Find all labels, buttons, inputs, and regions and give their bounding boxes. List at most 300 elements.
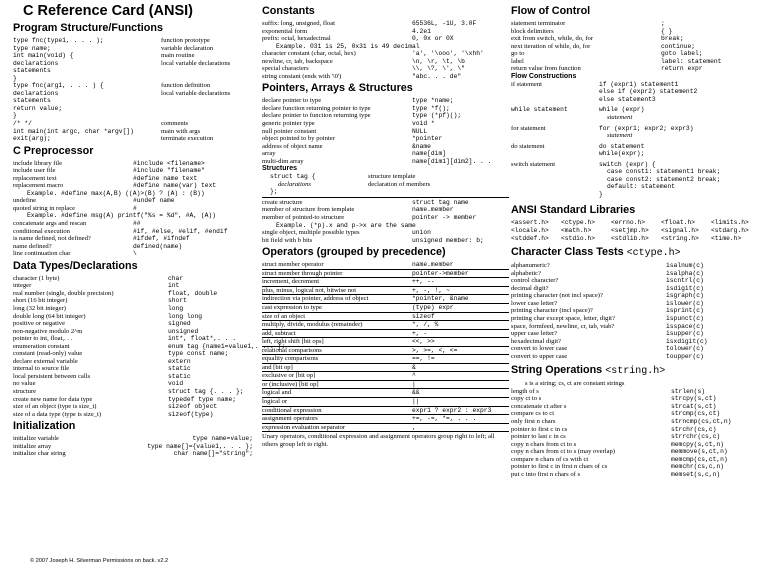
row-label: logical and (262, 389, 292, 397)
row-value: local variable declarations (161, 59, 231, 67)
row-label: exponential form (262, 27, 308, 35)
row-value: memcpy(s,ct,n) (671, 440, 724, 448)
row-value: +=, -=, *=, . . . (412, 415, 477, 423)
table-row (13, 228, 253, 236)
row-value: local variable declarations (161, 89, 231, 97)
row-value: ## (133, 220, 141, 228)
row-label: concatenate ct after s (511, 402, 567, 410)
while-row (511, 106, 761, 114)
row-value: static (168, 372, 191, 380)
table-row (262, 364, 509, 373)
row-value: break; (661, 35, 684, 43)
row-value: (type) expr (412, 303, 454, 311)
row-value: ==, != (412, 355, 435, 363)
row-label: special characters (262, 65, 309, 73)
row-value: sizeof (412, 312, 435, 320)
table-row (262, 214, 509, 222)
table-row (511, 456, 761, 464)
table-row (13, 75, 253, 83)
row-label: assignment operators (262, 415, 318, 423)
row-value: main routine (161, 52, 195, 60)
row-value: 'a', '\ooo', '\xhh' (412, 50, 484, 58)
row-label: /* */ (13, 120, 32, 128)
row-value: isalnum(c) (666, 262, 704, 270)
for-line-1: for (expr1; expr2; expr3) (599, 124, 694, 132)
row-label: declarations (13, 59, 59, 67)
row-label: constant (read-only) value (13, 350, 83, 358)
row-value: function prototype (161, 37, 210, 44)
library-item: <locale.h> (511, 227, 549, 235)
row-label: exit from switch, while, do, for (511, 35, 594, 43)
string-header: <string.h> (605, 366, 666, 378)
row-label: local persistent between calls (13, 372, 91, 380)
table-row (262, 237, 509, 245)
row-label: multiply, divide, modulus (remainder) (262, 321, 363, 329)
table-row (511, 43, 761, 51)
row-value: type name[]={value1,. . . }; (147, 442, 253, 450)
do-label: do statement (511, 142, 545, 150)
if-line-3: else statement3 (599, 95, 656, 103)
library-item: <math.h> (561, 227, 592, 235)
row-label: is name defined, not defined? (13, 235, 91, 243)
row-value: char name[]="string"; (173, 450, 253, 458)
table-row (511, 403, 761, 411)
do-line-2: while(expr); (599, 150, 645, 158)
while-line-1: while (expr) (599, 106, 645, 114)
ctype-rows (511, 262, 761, 360)
table-row (262, 128, 509, 136)
row-value: toupper(c) (666, 352, 704, 360)
row-value: isspace(c) (666, 322, 704, 330)
row-value: pointer->member (412, 269, 469, 277)
table-row (13, 358, 253, 366)
table-row (13, 342, 286, 351)
table-row (13, 282, 253, 290)
row-label: length of s (511, 387, 539, 395)
ops-rows (262, 261, 509, 432)
row-label: array (262, 150, 276, 158)
table-row (13, 335, 253, 343)
row-value: typedef type name; (168, 395, 237, 403)
row-value: variable declaration (161, 44, 214, 52)
table-row (262, 287, 509, 296)
row-label: positive or negative (13, 320, 66, 328)
row-label: equality comparisons (262, 355, 319, 363)
row-value: #include "filename" (133, 167, 205, 175)
table-row (13, 60, 253, 68)
switch-row (511, 161, 761, 169)
row-value: *, /, % (412, 321, 439, 329)
row-value: *pointer (412, 135, 443, 143)
table-row (262, 120, 509, 128)
section-title-flow: Flow of Control (511, 5, 591, 17)
section-title-operators: Operators (grouped by precedence) (262, 246, 446, 259)
row-label: alphabetic? (511, 269, 542, 277)
row-value: 65536L, -1U, 3.0F (412, 20, 477, 27)
row-label: alphanumeric? (511, 262, 550, 270)
row-label: quoted string in replace (13, 204, 76, 212)
table-row (13, 350, 253, 358)
row-value: ^ (412, 372, 416, 380)
row-label: declare external variable (13, 357, 78, 365)
table-row (13, 243, 253, 251)
row-value: extern (168, 357, 191, 365)
table-row (511, 20, 761, 28)
row-value: name[dim] (412, 150, 447, 158)
if-row-3 (511, 96, 761, 104)
library-item: <stdio.h> (561, 234, 596, 242)
table-row (13, 160, 253, 168)
table-row (511, 471, 761, 479)
table-row (262, 73, 509, 81)
table-row (511, 323, 761, 331)
table-row (13, 82, 253, 90)
table-row (262, 270, 509, 279)
table-row (13, 388, 253, 396)
for-line-2: statement (607, 132, 633, 140)
library-item: <limits.h> (711, 219, 749, 227)
row-value: strncmp(cs,ct,n) (671, 417, 732, 425)
while-label: while statement (511, 106, 568, 114)
row-value: char (168, 274, 184, 282)
constants-rows-2 (262, 50, 509, 80)
table-row (13, 380, 253, 388)
ptr-rows-2 (262, 199, 509, 222)
ops-note: Unary operators, conditional expression and assignment operators group right to left; all others group left to right. (262, 433, 495, 448)
row-value: terminate execution (161, 135, 214, 143)
row-value: sizeof(type) (168, 410, 214, 418)
switch-line-1: switch (expr) { (599, 160, 656, 168)
row-value: 0, 0x or 0X (412, 35, 454, 43)
if-row-2 (511, 88, 761, 96)
row-label: only first n chars (511, 417, 556, 425)
row-label: control character? (511, 277, 559, 285)
table-row (511, 330, 761, 338)
row-label: initialize array (13, 442, 52, 450)
library-item: <ctype.h> (561, 219, 596, 227)
table-row (262, 278, 509, 287)
row-value: expr1 ? expr2 : expr3 (412, 406, 492, 414)
library-item: <setjmp.h> (611, 227, 649, 235)
row-label: hexadecimal digit? (511, 337, 561, 345)
row-label: logical or (262, 397, 288, 405)
row-value: & (412, 363, 416, 371)
row-value: type *f(); (412, 104, 450, 112)
struct-template-row (262, 173, 509, 181)
struct-decl-code: declarations (278, 180, 311, 188)
row-value: isdigit(c) (666, 284, 704, 292)
row-label: expression evaluation separator (262, 423, 346, 431)
row-label: object pointed to by pointer (262, 135, 335, 143)
table-row (511, 292, 761, 300)
row-value: enum tag {name1=value1,. . . }; (168, 342, 286, 350)
row-label: undefine (13, 197, 37, 205)
table-row (262, 35, 509, 43)
constants-rows (262, 20, 509, 43)
row-value: strlen(s) (671, 387, 706, 395)
row-label: single object, multiple possible types (262, 229, 360, 237)
pre-rows (13, 160, 253, 190)
table-row (13, 313, 253, 321)
section-title-ctype (511, 246, 761, 260)
table-row (13, 290, 253, 298)
constants-example: Example. 031 is 25, 0x31 is 49 decimal (276, 42, 420, 50)
table-row (262, 229, 509, 237)
table-row (511, 441, 761, 449)
struct-close: }; (270, 188, 278, 196)
table-row (262, 321, 509, 330)
row-value: type (*pf)(); (412, 112, 462, 120)
row-label: character constant (char, octal, hex) (262, 50, 356, 58)
switch-line-2: case const1: statement1 break; (607, 168, 721, 176)
row-label: declare pointer to type (262, 97, 322, 105)
row-value: memchr(cs,c,n) (671, 463, 724, 471)
switch-row-5 (511, 191, 761, 199)
row-label: compare cs to ct (511, 410, 555, 418)
row-value: #define name text (133, 174, 198, 182)
for-row-2 (511, 132, 761, 140)
row-value: +, - (412, 329, 428, 337)
row-value: long (168, 304, 184, 312)
row-label: type name; (13, 44, 51, 52)
while-line-2: statement (607, 114, 633, 122)
switch-line-5: } (599, 190, 603, 198)
row-label: block delimiters (511, 27, 554, 35)
row-label: label (511, 57, 524, 65)
library-grid (511, 219, 761, 242)
row-value: >, >=, <, <= (412, 346, 458, 354)
pre-rows-2 (13, 197, 253, 212)
row-value: struct tag name (412, 198, 469, 206)
row-label: printing character (not incl space)? (511, 292, 603, 300)
table-row (262, 28, 509, 36)
divider (262, 197, 509, 198)
row-label: exclusive or [bit op] (262, 372, 316, 380)
string-title: String Operations (511, 364, 603, 377)
row-label: left, right shift [bit ops] (262, 338, 324, 346)
table-row (511, 262, 761, 270)
library-item: <string.h> (661, 234, 699, 242)
library-item: <stdarg.h> (711, 227, 749, 235)
table-row (13, 37, 253, 45)
table-row (511, 58, 761, 66)
if-line-1: if (expr1) statement1 (599, 80, 679, 88)
table-row (13, 297, 253, 305)
section-title-program: Program Structure/Functions (13, 22, 163, 34)
row-value: goto label; (661, 50, 703, 58)
row-value: name.member (412, 206, 454, 214)
table-row (262, 199, 509, 207)
row-value: function definition (161, 82, 211, 90)
table-row (262, 355, 509, 364)
while-row-2 (511, 114, 761, 122)
table-row (13, 443, 253, 451)
table-row (262, 389, 509, 398)
row-value: && (412, 389, 420, 397)
row-label: double long (64 bit integer) (13, 312, 86, 320)
row-value: \ (133, 250, 137, 258)
table-row (262, 407, 509, 416)
table-row (262, 50, 509, 58)
row-value: NULL (412, 127, 428, 135)
row-label: space, formfeed, newline, cr, tab, vtab? (511, 322, 615, 330)
switch-row-4 (511, 183, 761, 191)
table-row (511, 388, 761, 396)
row-value: label: statement (661, 57, 722, 65)
row-label: convert to lower case (511, 345, 568, 353)
row-label: member of structure from template (262, 206, 355, 214)
row-label: null pointer constant (262, 127, 317, 135)
row-label: short (16 bit integer) (13, 297, 68, 305)
row-value: unsigned (168, 327, 199, 335)
switch-row-2 (511, 168, 761, 176)
row-label: replacement text (13, 174, 57, 182)
row-value: sizeof object (168, 403, 218, 411)
table-row (13, 90, 253, 98)
row-value: float, double (168, 289, 218, 297)
table-row (511, 426, 761, 434)
table-row (511, 307, 761, 315)
struct-decl-row (262, 181, 509, 189)
row-value: unsigned member: b; (412, 236, 484, 244)
table-row (13, 128, 253, 136)
row-value: name[dim1][dim2]. . . (412, 157, 492, 165)
table-row (262, 143, 509, 151)
footer-copyright: © 2007 Joseph H. Silverman Permissions on back. v2.2 (30, 558, 169, 564)
pre-rows-3 (13, 220, 253, 258)
row-value: int (168, 282, 180, 290)
row-value: isgraph(c) (666, 292, 704, 300)
row-label: cast expression to type (262, 303, 322, 311)
row-label: increment, decrement (262, 278, 320, 286)
table-row (511, 448, 761, 456)
row-label: real number (single, double precision) (13, 289, 114, 297)
switch-label: switch statement (511, 160, 556, 168)
row-value: return expr (661, 65, 703, 73)
row-value: comments (161, 120, 189, 128)
row-label: replacement macro (13, 182, 64, 190)
row-value: iscntrl(c) (666, 277, 704, 285)
row-label: or (inclusive) [bit op] (262, 380, 319, 388)
table-row (13, 403, 253, 411)
switch-row-3 (511, 176, 761, 184)
table-row (511, 270, 761, 278)
row-value: continue; (661, 42, 696, 50)
row-value: memcmp(cs,ct,n) (671, 455, 728, 463)
row-value: ispunct(c) (666, 314, 704, 322)
struct-decl-desc: declaration of members (368, 180, 431, 188)
table-row (262, 97, 509, 105)
row-label: convert to upper case (511, 352, 568, 360)
row-label: include library file (13, 159, 63, 167)
table-row (13, 67, 253, 75)
row-label: copy n chars from ct to s (511, 440, 577, 448)
switch-line-3: case const2: statement2 break; (607, 175, 721, 183)
row-value: isxdigit(c) (666, 337, 708, 345)
row-label: character (1 byte) (13, 274, 60, 282)
row-value: strcat(s,ct) (671, 402, 717, 410)
table-row (511, 35, 761, 43)
table-row (262, 135, 509, 143)
table-row (511, 418, 761, 426)
section-title-constants: Constants (262, 5, 315, 17)
row-value: pointer -> member (412, 214, 477, 222)
row-label: type fnc(arg1, . . . ) { (13, 82, 104, 90)
table-row (511, 463, 761, 471)
table-row (511, 345, 761, 353)
table-row (262, 206, 509, 214)
row-value: #if, #else, #elif, #endif (133, 227, 228, 235)
row-value: ; (661, 20, 665, 27)
table-row (511, 28, 761, 36)
switch-line-4: default: statement (607, 183, 676, 191)
row-value: strcpy(s,ct) (671, 395, 717, 403)
table-row (13, 105, 253, 113)
row-value: islower(c) (666, 299, 704, 307)
library-item: <errno.h> (611, 219, 646, 227)
row-label: struct member through pointer (262, 269, 343, 277)
row-value: name.member (412, 261, 454, 269)
row-label: indirection via pointer, address of object (262, 295, 369, 303)
table-row (13, 220, 253, 228)
library-item: <stddef.h> (511, 234, 549, 242)
row-label: declare pointer to function returning type (262, 112, 371, 120)
table-row (511, 395, 761, 403)
row-label: return value from function (511, 65, 581, 73)
table-row (511, 433, 761, 441)
row-value: #undef name (133, 197, 175, 205)
table-row (13, 52, 253, 60)
section-title-init: Initialization (13, 420, 76, 433)
row-label: put c into first n chars of s (511, 470, 581, 478)
table-row (13, 411, 253, 419)
row-label: size of an object (type is size_t) (13, 403, 97, 411)
ptr-example: Example. (*p).x and p->x are the same (276, 221, 416, 229)
row-label: struct member operator (262, 261, 324, 269)
ctype-title: Character Class Tests (511, 246, 624, 259)
table-row (262, 424, 509, 433)
program-rows (13, 37, 253, 143)
row-label: pointer to first c in first n chars of cs (511, 463, 608, 471)
table-row (262, 381, 509, 390)
row-label: size of a data type (type is size_t) (13, 410, 102, 418)
library-item: <float.h> (661, 219, 696, 227)
table-row (13, 182, 253, 190)
table-row (13, 320, 253, 328)
row-value: | (412, 380, 416, 388)
string-note: s is a string; cs, ct are constant strings (525, 380, 625, 388)
row-label: relational comparisons (262, 346, 322, 354)
row-label: declare function returning pointer to type (262, 104, 371, 112)
table-row (262, 295, 509, 304)
row-value: type *name; (412, 97, 454, 105)
table-row (13, 373, 253, 381)
row-value: { } (661, 27, 673, 35)
library-item: <time.h> (711, 234, 742, 242)
section-title-preprocessor: C Preprocessor (13, 144, 94, 157)
table-row (511, 65, 761, 73)
struct-tag-code: struct tag { (270, 173, 316, 181)
row-value: isalpha(c) (666, 269, 704, 277)
row-label: no value (13, 380, 36, 388)
column-3 (511, 3, 761, 478)
row-label: copy ct to s (511, 395, 542, 403)
row-label: suffix: long, unsigned, float (262, 20, 335, 27)
row-value: , (412, 423, 416, 431)
row-label: address of object name (262, 142, 323, 150)
row-value: isupper(c) (666, 330, 704, 338)
row-label: next iteration of while, do, for (511, 42, 591, 50)
